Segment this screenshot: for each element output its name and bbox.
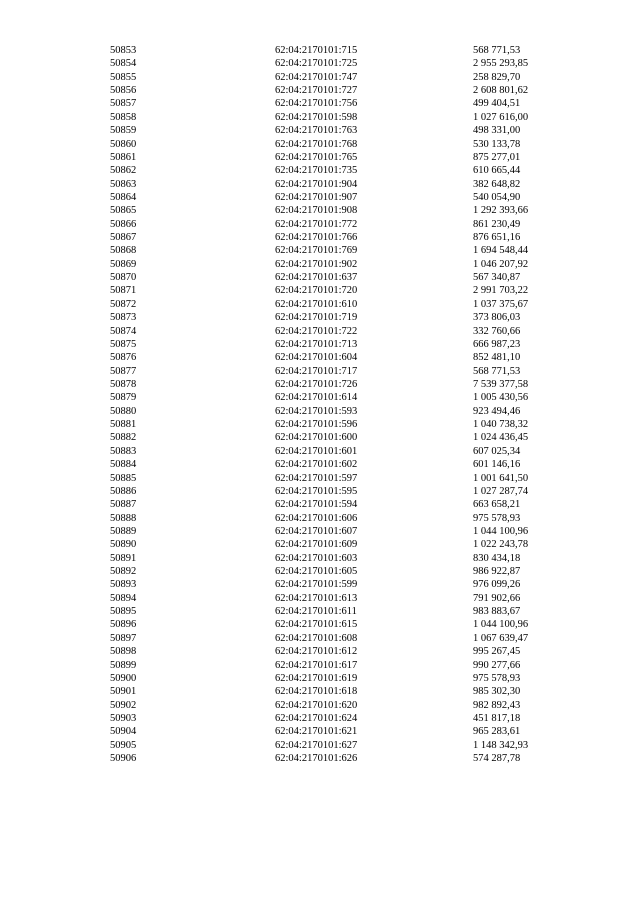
row-number: 50860: [110, 138, 137, 150]
table-row: [0, 618, 640, 631]
cadastral-number: 62:04:2170101:719: [275, 312, 358, 324]
cadastral-value: 1 022 243,78: [473, 539, 529, 551]
cadastral-value: 332 760,66: [473, 325, 521, 337]
cadastral-number: 62:04:2170101:768: [275, 138, 358, 150]
cadastral-number: 62:04:2170101:626: [275, 753, 358, 765]
row-number: 50883: [110, 445, 137, 457]
table-row: [0, 138, 640, 151]
row-number: 50895: [110, 606, 137, 618]
cadastral-value: 975 578,93: [473, 672, 521, 684]
cadastral-value: 1 046 207,92: [473, 258, 529, 270]
cadastral-value: 995 267,45: [473, 646, 521, 658]
cadastral-number: 62:04:2170101:614: [275, 392, 358, 404]
cadastral-number: 62:04:2170101:608: [275, 632, 358, 644]
cadastral-number: 62:04:2170101:765: [275, 151, 358, 163]
table-row: [0, 592, 640, 605]
cadastral-number: 62:04:2170101:722: [275, 325, 358, 337]
cadastral-number: 62:04:2170101:611: [275, 606, 357, 618]
table-row: [0, 124, 640, 137]
cadastral-value: 923 494,46: [473, 405, 521, 417]
table-row: [0, 111, 640, 124]
row-number: 50904: [110, 726, 137, 738]
table-row: [0, 552, 640, 565]
table-row: [0, 244, 640, 257]
row-number: 50886: [110, 485, 137, 497]
row-number: 50902: [110, 699, 137, 711]
table-row: [0, 258, 640, 271]
cadastral-value: 382 648,82: [473, 178, 521, 190]
cadastral-number: 62:04:2170101:908: [275, 205, 358, 217]
cadastral-value: 965 283,61: [473, 726, 521, 738]
cadastral-number: 62:04:2170101:727: [275, 85, 358, 97]
row-number: 50893: [110, 579, 137, 591]
table-row: [0, 231, 640, 244]
table-row: [0, 191, 640, 204]
row-number: 50891: [110, 552, 137, 564]
row-number: 50864: [110, 191, 137, 203]
cadastral-value: 607 025,34: [473, 445, 521, 457]
cadastral-number: 62:04:2170101:725: [275, 58, 358, 70]
cadastral-value: 1 044 100,96: [473, 619, 529, 631]
cadastral-number: 62:04:2170101:594: [275, 499, 358, 511]
table-row: [0, 712, 640, 725]
row-number: 50873: [110, 312, 137, 324]
row-number: 50884: [110, 459, 137, 471]
table-row: [0, 338, 640, 351]
cadastral-number: 62:04:2170101:613: [275, 592, 358, 604]
table-row: [0, 378, 640, 391]
cadastral-number: 62:04:2170101:627: [275, 739, 358, 751]
cadastral-number: 62:04:2170101:907: [275, 191, 358, 203]
cadastral-value: 876 651,16: [473, 232, 521, 244]
cadastral-number: 62:04:2170101:715: [275, 45, 358, 56]
cadastral-number: 62:04:2170101:596: [275, 419, 358, 431]
row-number: 50875: [110, 338, 137, 350]
table-row: [0, 512, 640, 525]
cadastral-number: 62:04:2170101:612: [275, 646, 358, 658]
cadastral-number: 62:04:2170101:713: [275, 338, 358, 350]
row-number: 50874: [110, 325, 137, 337]
cadastral-value: 7 539 377,58: [473, 378, 529, 390]
cadastral-value: 540 054,90: [473, 191, 521, 203]
table-row: [0, 431, 640, 444]
cadastral-value: 875 277,01: [473, 151, 521, 163]
cadastral-number: 62:04:2170101:904: [275, 178, 358, 190]
table-row: [0, 325, 640, 338]
table-row: [0, 44, 640, 57]
cadastral-value: 1 292 393,66: [473, 205, 529, 217]
cadastral-number: 62:04:2170101:609: [275, 539, 358, 551]
row-number: 50858: [110, 111, 137, 123]
cadastral-number: 62:04:2170101:620: [275, 699, 358, 711]
row-number: 50876: [110, 352, 137, 364]
row-number: 50881: [110, 419, 137, 431]
table-row: [0, 298, 640, 311]
cadastral-number: 62:04:2170101:617: [275, 659, 358, 671]
table-row: [0, 725, 640, 738]
table-row: [0, 472, 640, 485]
cadastral-value: 663 658,21: [473, 499, 521, 511]
row-number: 50903: [110, 712, 137, 724]
row-number: 50857: [110, 98, 137, 110]
table-row: [0, 57, 640, 70]
table-row: [0, 632, 640, 645]
row-number: 50863: [110, 178, 137, 190]
row-number: 50871: [110, 285, 137, 297]
row-number: 50892: [110, 566, 137, 578]
cadastral-value: 451 817,18: [473, 712, 521, 724]
table-row: [0, 485, 640, 498]
row-number: 50897: [110, 632, 137, 644]
table-row: [0, 204, 640, 217]
table-row: [0, 659, 640, 672]
cadastral-value: 373 806,03: [473, 312, 521, 324]
row-number: 50905: [110, 739, 137, 751]
row-number: 50906: [110, 753, 137, 765]
cadastral-value: 1 027 287,74: [473, 485, 529, 497]
cadastral-value: 2 955 293,85: [473, 58, 529, 70]
cadastral-number: 62:04:2170101:599: [275, 579, 358, 591]
row-number: 50896: [110, 619, 137, 631]
cadastral-value: 1 044 100,96: [473, 525, 529, 537]
table-row: [0, 97, 640, 110]
cadastral-value: 1 027 616,00: [473, 111, 529, 123]
row-number: 50887: [110, 499, 137, 511]
table-row: [0, 578, 640, 591]
table-row: [0, 218, 640, 231]
cadastral-value: 990 277,66: [473, 659, 521, 671]
row-number: 50853: [110, 45, 137, 56]
cadastral-value: 1 001 641,50: [473, 472, 529, 484]
table-row: [0, 351, 640, 364]
cadastral-value: 1 005 430,56: [473, 392, 529, 404]
table-row: [0, 739, 640, 752]
cadastral-value: 1 037 375,67: [473, 298, 529, 310]
table-row: [0, 271, 640, 284]
cadastral-number: 62:04:2170101:601: [275, 445, 358, 457]
cadastral-number: 62:04:2170101:902: [275, 258, 358, 270]
cadastral-number: 62:04:2170101:595: [275, 485, 358, 497]
row-number: 50872: [110, 298, 137, 310]
cadastral-number: 62:04:2170101:605: [275, 566, 358, 578]
cadastral-value: 610 665,44: [473, 165, 521, 177]
cadastral-value: 1 024 436,45: [473, 432, 529, 444]
cadastral-number: 62:04:2170101:610: [275, 298, 358, 310]
row-number: 50865: [110, 205, 137, 217]
row-number: 50894: [110, 592, 137, 604]
row-number: 50890: [110, 539, 137, 551]
cadastral-value: 258 829,70: [473, 71, 521, 83]
row-number: 50888: [110, 512, 137, 524]
cadastral-number: 62:04:2170101:619: [275, 672, 358, 684]
cadastral-value: 498 331,00: [473, 125, 521, 137]
row-number: 50854: [110, 58, 137, 70]
table-row: [0, 178, 640, 191]
table-row: [0, 699, 640, 712]
cadastral-value: 567 340,87: [473, 272, 521, 284]
cadastral-value: 2 608 801,62: [473, 85, 529, 97]
cadastral-value: 830 434,18: [473, 552, 521, 564]
table-row: [0, 311, 640, 324]
cadastral-number: 62:04:2170101:598: [275, 111, 358, 123]
cadastral-number: 62:04:2170101:735: [275, 165, 358, 177]
row-number: 50880: [110, 405, 137, 417]
cadastral-number: 62:04:2170101:607: [275, 525, 358, 537]
row-number: 50898: [110, 646, 137, 658]
cadastral-number: 62:04:2170101:602: [275, 459, 358, 471]
cadastral-number: 62:04:2170101:593: [275, 405, 358, 417]
cadastral-number: 62:04:2170101:747: [275, 71, 358, 83]
cadastral-value: 852 481,10: [473, 352, 521, 364]
row-number: 50867: [110, 232, 137, 244]
row-number: 50885: [110, 472, 137, 484]
cadastral-number: 62:04:2170101:600: [275, 432, 358, 444]
table-row: [0, 71, 640, 84]
cadastral-number: 62:04:2170101:597: [275, 472, 358, 484]
table-row: [0, 84, 640, 97]
row-number: 50900: [110, 672, 137, 684]
cadastral-value: 983 883,67: [473, 606, 521, 618]
row-number: 50859: [110, 125, 137, 137]
cadastral-number: 62:04:2170101:769: [275, 245, 358, 257]
cadastral-number: 62:04:2170101:772: [275, 218, 358, 230]
table-row: [0, 445, 640, 458]
row-number: 50855: [110, 71, 137, 83]
cadastral-number: 62:04:2170101:717: [275, 365, 358, 377]
row-number: 50868: [110, 245, 137, 257]
cadastral-value: 568 771,53: [473, 45, 521, 56]
table-row: [0, 418, 640, 431]
row-number: 50899: [110, 659, 137, 671]
row-number: 50866: [110, 218, 137, 230]
cadastral-number: 62:04:2170101:726: [275, 378, 358, 390]
cadastral-number: 62:04:2170101:637: [275, 272, 358, 284]
cadastral-value: 976 099,26: [473, 579, 521, 591]
cadastral-value: 1 040 738,32: [473, 419, 529, 431]
cadastral-number: 62:04:2170101:621: [275, 726, 358, 738]
cadastral-value: 2 991 703,22: [473, 285, 529, 297]
cadastral-value: 975 578,93: [473, 512, 521, 524]
row-number: 50878: [110, 378, 137, 390]
table-row: [0, 151, 640, 164]
cadastral-value: 861 230,49: [473, 218, 521, 230]
cadastral-number: 62:04:2170101:618: [275, 686, 358, 698]
table-row: [0, 645, 640, 658]
table-row: [0, 605, 640, 618]
cadastral-value: 530 133,78: [473, 138, 521, 150]
row-number: 50889: [110, 525, 137, 537]
row-number: 50869: [110, 258, 137, 270]
cadastral-number: 62:04:2170101:604: [275, 352, 358, 364]
cadastral-value: 1 694 548,44: [473, 245, 529, 257]
cadastral-value: 1 067 639,47: [473, 632, 529, 644]
cadastral-value: 568 771,53: [473, 365, 521, 377]
cadastral-number: 62:04:2170101:763: [275, 125, 358, 137]
table-row: [0, 525, 640, 538]
table-row: [0, 685, 640, 698]
table-row: [0, 538, 640, 551]
table-row: [0, 458, 640, 471]
table-row: [0, 164, 640, 177]
table-row: [0, 284, 640, 297]
cadastral-value: 985 302,30: [473, 686, 521, 698]
table-row: [0, 672, 640, 685]
row-number: 50856: [110, 85, 137, 97]
cadastral-number: 62:04:2170101:766: [275, 232, 358, 244]
table-row: [0, 565, 640, 578]
cadastral-number: 62:04:2170101:603: [275, 552, 358, 564]
cadastral-value: 982 892,43: [473, 699, 521, 711]
table-row: [0, 391, 640, 404]
table-row: [0, 752, 640, 765]
cadastral-number: 62:04:2170101:720: [275, 285, 358, 297]
row-number: 50870: [110, 272, 137, 284]
cadastral-value: 1 148 342,93: [473, 739, 529, 751]
table-row: [0, 365, 640, 378]
row-number: 50877: [110, 365, 137, 377]
cadastral-number: 62:04:2170101:606: [275, 512, 358, 524]
table-row: [0, 405, 640, 418]
cadastral-number: 62:04:2170101:756: [275, 98, 358, 110]
cadastral-value: 666 987,23: [473, 338, 521, 350]
document-table: [0, 44, 640, 765]
cadastral-number: 62:04:2170101:615: [275, 619, 358, 631]
row-number: 50862: [110, 165, 137, 177]
cadastral-value: 601 146,16: [473, 459, 521, 471]
row-number: 50861: [110, 151, 137, 163]
cadastral-number: 62:04:2170101:624: [275, 712, 358, 724]
cadastral-value: 574 287,78: [473, 753, 521, 765]
cadastral-value: 499 404,51: [473, 98, 521, 110]
row-number: 50901: [110, 686, 137, 698]
cadastral-value: 791 902,66: [473, 592, 521, 604]
row-number: 50879: [110, 392, 137, 404]
cadastral-value: 986 922,87: [473, 566, 521, 578]
table-row: [0, 498, 640, 511]
row-number: 50882: [110, 432, 137, 444]
